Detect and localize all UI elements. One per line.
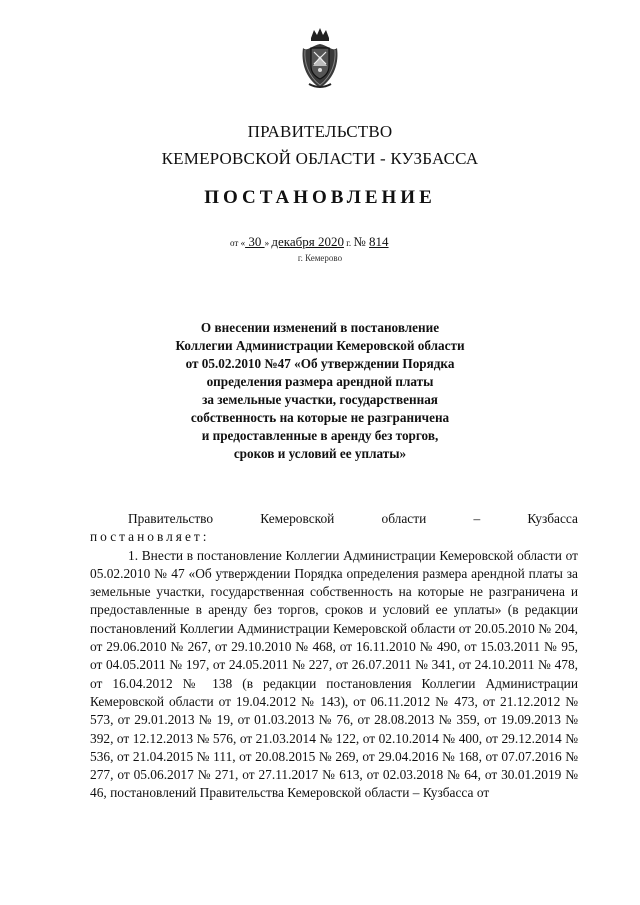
document-body bbox=[90, 510, 578, 803]
preamble-line2: постановляет: bbox=[90, 529, 210, 545]
title-line: Коллегии Администрации Кемеровской области bbox=[175, 338, 465, 353]
title-line: за земельные участки, государственная bbox=[202, 392, 438, 407]
paragraph-1: 1. Внести в постановление Коллегии Администрации Кемеровской области от 05.02.2010 № 47 «Об утверждении Порядка определения размера арендной платы за земельные участки, государственная собственность на которые не разграничена и предоставленные в аренду без торгов, сроков и условий ее уплаты» (в редакции постановлений Коллегии Администрации Кемеровской области от 20.05.2010 № 204, от 29.06.2010 № 267, от 29.10.2010 № 468, от 16.11.2010 № 490, от 15.03.2011 № 95, от 04.05.2011 № 197, от 24.05.2011 № 227, от 26.07.2011 № 341, от 24.10.2011 № 478, от 16.04.2012 № 138 (в редакции постановления Коллегии Администрации Кемеровской области от 19.04.2012 № 143), от 06.11.2012 № 473, от 21.12.2012 № 573, от 29.01.2013 № 19, от 01.03.2013 № 76, от 28.08.2013 № 359, от 19.09.2013 № 392, от 12.12.2013 № 576, от 21.03.2014 № 122, от 02.10.2014 № 400, от 29.12.2014 № 536, от 21.04.2015 № 111, от 20.08.2015 № 269, от 29.04.2016 № 168, от 07.07.2016 № 277, от 05.06.2017 № 271, от 27.11.2017 № 613, от 02.03.2018 № 64, от 30.01.2019 № 46, постановлений Правительства Кемеровской области – Кузбасса от bbox=[90, 547, 578, 801]
date-month-year: декабря 2020 bbox=[271, 234, 344, 249]
government-name-line1: ПРАВИТЕЛЬСТВО bbox=[247, 122, 393, 141]
title-line: определения размера арендной платы bbox=[206, 374, 434, 389]
title-line: и предоставленные в аренду без торгов, bbox=[201, 428, 439, 443]
date-year-suffix: г. bbox=[343, 238, 354, 248]
government-name-line2: КЕМЕРОВСКОЙ ОБЛАСТИ - КУЗБАССА bbox=[161, 149, 479, 168]
number-sign: № bbox=[353, 234, 370, 249]
title-line: О внесении изменений в постановление bbox=[200, 320, 440, 335]
date-prefix: от « bbox=[230, 238, 246, 248]
document-title bbox=[120, 319, 520, 463]
document-type: ПОСТАНОВЛЕНИЕ bbox=[204, 187, 436, 208]
title-line: сроков и условий ее уплаты» bbox=[233, 446, 407, 461]
date-day: 30 bbox=[245, 234, 265, 249]
date-mid: » bbox=[264, 238, 272, 248]
title-line: от 05.02.2010 №47 «Об утверждении Порядка bbox=[185, 356, 455, 371]
coat-of-arms-icon bbox=[299, 26, 341, 92]
date-line bbox=[230, 234, 389, 250]
title-line: собственность на которые не разграничена bbox=[190, 410, 450, 425]
preamble-line1: Правительство Кемеровской области – Кузбасса bbox=[128, 511, 578, 526]
city: г. Кемерово bbox=[297, 253, 343, 263]
document-number: 814 bbox=[369, 234, 389, 249]
